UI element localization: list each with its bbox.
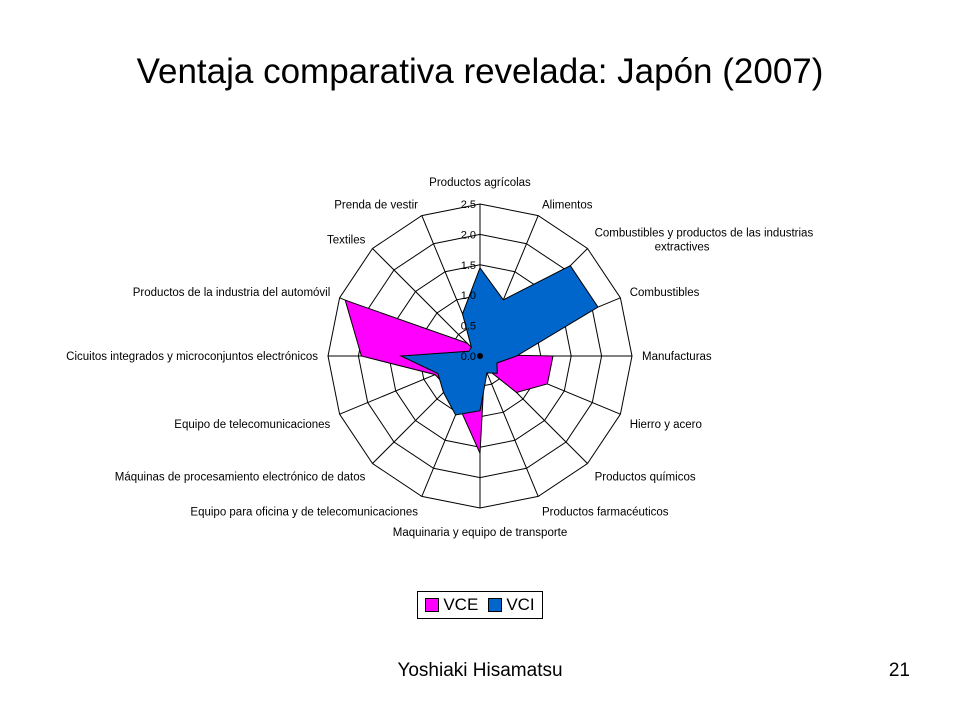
legend-item-vci — [488, 595, 534, 615]
category-label: Combustibles — [629, 287, 700, 299]
category-label: Productos farmacéuticos — [542, 506, 669, 519]
category-label: Textiles — [327, 234, 366, 247]
tick-label: 2.5 — [460, 199, 476, 211]
tick-label: 0.5 — [460, 320, 476, 333]
radar-center-point — [477, 353, 483, 359]
tick-label: 1.0 — [460, 290, 476, 303]
category-label: Manufacturas — [642, 351, 712, 363]
legend-label-vci: VCI — [506, 595, 535, 614]
category-label: Máquinas de procesamiento electrónico de datos — [114, 471, 366, 484]
category-label: Equipo de telecomunicaciones — [174, 419, 331, 431]
category-label: Equipo para oficina y de telecomunicaciones — [190, 506, 418, 519]
category-label: Productos agrícolas — [429, 177, 531, 189]
category-label: Productos de la industria del automóvil — [132, 287, 331, 299]
category-label: Maquinaria y equipo de transporte — [392, 527, 568, 539]
category-label: Productos químicos — [594, 471, 696, 484]
chart-title: Ventaja comparativa revelada: Japón (2007) — [136, 52, 824, 91]
category-label: Cicuitos integrados y microconjuntos electrónicos — [66, 351, 318, 363]
legend-item-vce — [425, 595, 478, 615]
slide-author: Yoshiaki Hisamatsu — [397, 660, 563, 681]
legend-swatch-vce — [425, 598, 439, 612]
category-label: Prenda de vestir — [334, 199, 418, 212]
category-label: Hierro y acero — [629, 419, 702, 431]
chart-legend — [417, 591, 543, 619]
legend-label-vce: VCE — [443, 595, 479, 614]
tick-label: 1.5 — [460, 259, 476, 272]
category-label: Combustibles y productos de las industrias extractives — [594, 227, 814, 254]
category-label: Alimentos — [542, 199, 593, 212]
tick-label: 2.0 — [460, 229, 476, 242]
legend-swatch-vci — [488, 598, 502, 612]
slide-page-number: 21 — [888, 660, 910, 681]
tick-label: 0.0 — [460, 351, 476, 363]
